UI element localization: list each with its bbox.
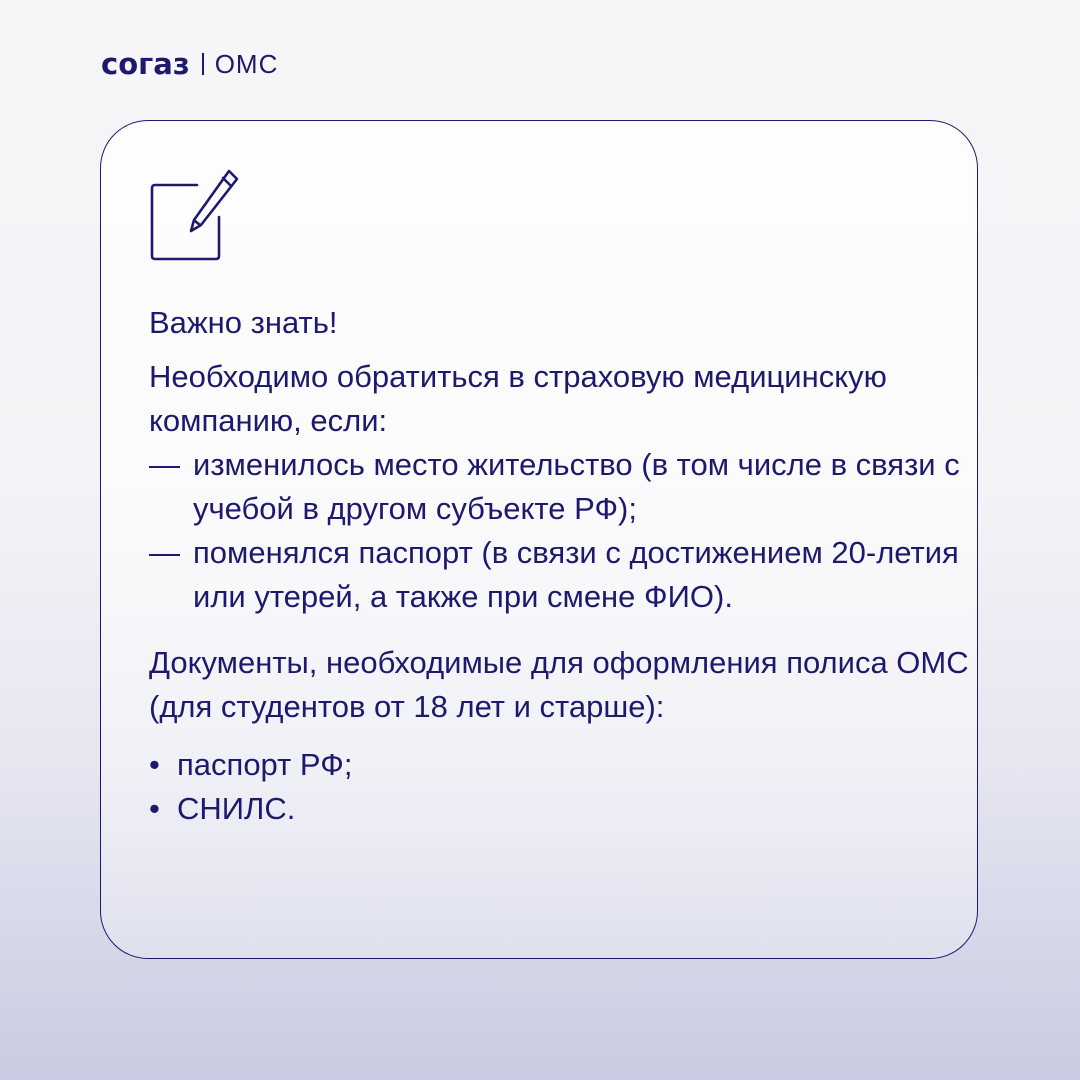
brand-logo (101, 44, 278, 84)
list-item (149, 743, 969, 787)
bullet-marker: • (149, 747, 160, 782)
condition-text: изменилось место жительство (в том числе в связи с учебой в другом субъекте РФ); (193, 447, 960, 526)
card-heading: Важно знать! (149, 305, 338, 340)
condition-text: поменялся паспорт (в связи с достижением 20-летия или утерей, а также при смене ФИО). (193, 535, 959, 614)
document-text: паспорт РФ; (177, 747, 353, 782)
conditions-list (149, 443, 969, 619)
list-item (149, 443, 969, 531)
info-card (100, 120, 978, 959)
list-item (149, 787, 969, 831)
intro-text: Необходимо обратиться в страховую медицинскую компанию, если: (149, 359, 887, 438)
documents-list (149, 743, 969, 831)
edit-note-icon (149, 167, 241, 263)
bullet-marker: • (149, 791, 160, 826)
documents-title: Документы, необходимые для оформления полиса ОМС (для студентов от 18 лет и старше): (149, 645, 969, 724)
logo-divider (202, 53, 204, 75)
logo-brand-text: согаз (101, 47, 190, 81)
document-text: СНИЛС. (177, 791, 296, 826)
logo-sub-text: ОМС (214, 48, 279, 79)
dash-marker: — (149, 447, 180, 482)
dash-marker: — (149, 535, 180, 570)
card-content (149, 301, 969, 831)
list-item (149, 531, 969, 619)
